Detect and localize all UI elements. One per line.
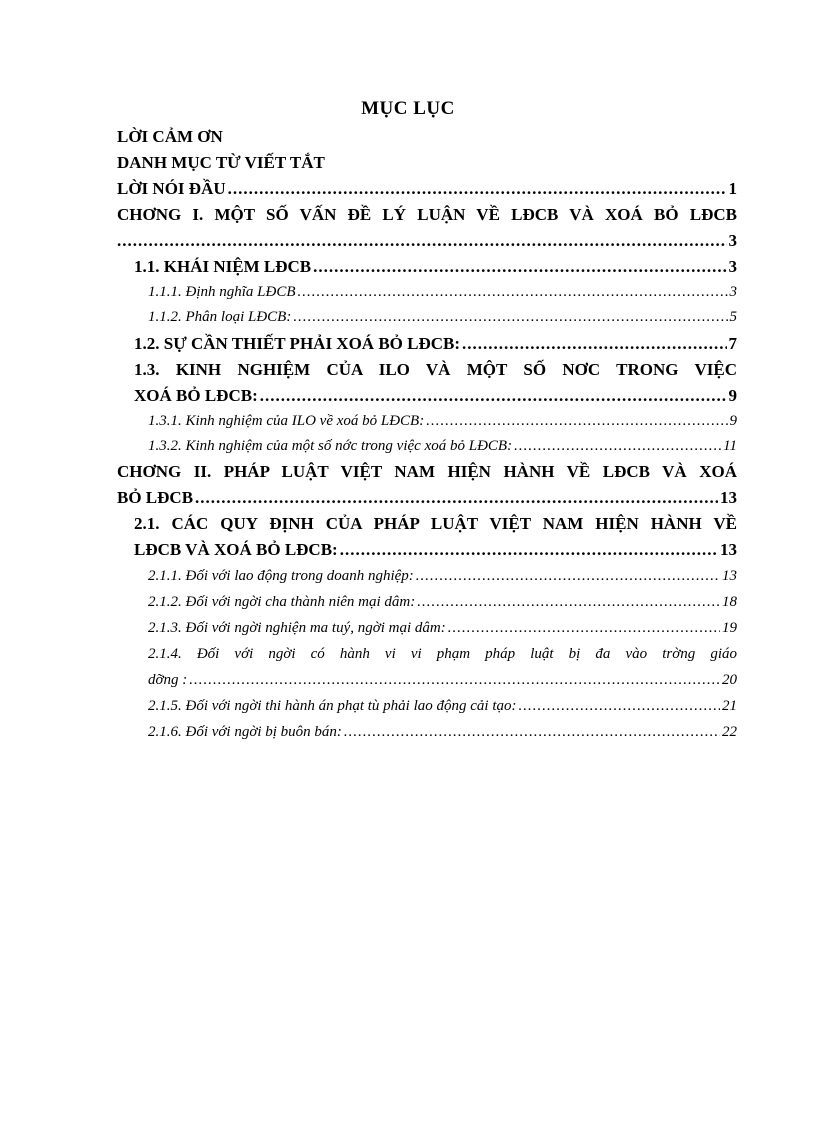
toc-page-number: 7 [728,334,737,353]
toc-entry-text: 1.2. SỰ CẦN THIẾT PHẢI XOÁ BỎ LĐCB: [134,334,461,353]
leader-dots [462,331,726,357]
toc-entry-2-1-4[interactable] [148,641,737,667]
toc-page-number: 13 [722,568,737,584]
toc-entry-chapter-1[interactable] [117,202,737,228]
leader-dots [293,304,727,330]
leader-dots [514,433,721,459]
toc-page-number: 20 [722,672,737,688]
toc-entry-2-1-6[interactable] [148,719,737,745]
toc-entry-text: CHƠNG II. PHÁP LUẬT VIỆT NAM HIỆN HÀNH VỀ LĐCB VÀ XOÁ [117,462,737,481]
toc-entry-2-1-1[interactable] [148,563,737,589]
toc-entry-text: 1.3. KINH NGHIỆM CỦA ILO VÀ MỘT SỐ NƠC TRONG VIỆC [134,360,737,379]
toc-entry-text: 2.1. CÁC QUY ĐỊNH CỦA PHÁP LUẬT VIỆT NAM HIỆN HÀNH VỀ [134,514,737,533]
toc-page-number: 22 [722,724,737,740]
toc-page-number: 11 [723,438,737,454]
toc-entry-1-1-1[interactable] [148,279,737,305]
leader-dots [313,254,726,280]
toc-entry-chapter-1-cont[interactable] [117,228,737,254]
toc-entry-text: 2.1.3. Đối với ngời nghiện ma tuý, ngời mại dâm: [148,620,446,636]
toc-entry-text: 2.1.5. Đối với ngời thi hành án phạt tù phải lao động cải tạo: [148,698,517,714]
toc-entry-1-3[interactable] [134,357,737,383]
toc-entry-2-1-3[interactable] [148,615,737,641]
toc-entry-text: 2.1.1. Đối với lao động trong doanh nghiệp: [148,568,414,584]
toc-entry-1-1-2[interactable] [148,304,737,330]
toc-entry-1-3-1[interactable] [148,408,737,434]
leader-dots [298,279,728,305]
toc-entry-text: 1.1. KHÁI NIỆM LĐCB [134,257,312,276]
toc-page-number: 1 [728,179,737,198]
toc-entry-text: 2.1.4. Đối với ngời có hành vi vi phạm pháp luật bị đa vào trờng giáo [148,646,737,662]
toc-page-number: 19 [722,620,737,636]
leader-dots [519,693,721,719]
toc-entry-text: 2.1.6. Đối với ngời bị buôn bán: [148,724,342,740]
toc-entry-2-1[interactable] [134,511,737,537]
toc-entry-1-3-2[interactable] [148,433,737,459]
leader-dots [117,228,727,254]
toc-title: MỤC LỤC [361,98,455,119]
toc-entry-text: 2.1.2. Đối với ngời cha thành niên mại dâm: [148,594,416,610]
toc-entry-2-1-cont[interactable] [134,537,737,563]
toc-entry-loi-cam-on[interactable] [117,124,737,150]
leader-dots [260,383,727,409]
toc-entry-1-3-cont[interactable] [134,383,737,409]
leader-dots [189,667,720,693]
toc-entry-text: 1.3.2. Kinh nghiệm của một số nớc trong việc xoá bỏ LĐCB: [148,438,513,454]
toc-page-number: 21 [722,698,737,714]
toc-entry-text: 1.1.1. Định nghĩa LĐCB [148,284,296,300]
leader-dots [195,485,718,511]
toc-page-number: 18 [722,594,737,610]
toc-entry-text: LỜI NÓI ĐẦU [117,179,226,198]
toc-entry-text: dỡng : [148,672,188,688]
toc-entry-text: DANH MỤC TỪ VIẾT TẮT [117,153,325,172]
toc-entry-text: 1.3.1. Kinh nghiệm của ILO về xoá bỏ LĐCB: [148,413,425,429]
toc-entry-danh-muc[interactable] [117,150,737,176]
toc-entry-loi-noi-dau[interactable] [117,176,737,202]
toc-page-number: 3 [728,231,737,250]
toc-entry-1-1[interactable] [134,254,737,280]
leader-dots [417,589,720,615]
leader-dots [340,537,718,563]
toc-entry-text: XOÁ BỎ LĐCB: [134,386,258,405]
toc-entry-2-1-5[interactable] [148,693,737,719]
leader-dots [416,563,720,589]
toc-entry-text: LỜI CẢM ƠN [117,127,223,146]
toc-page-number: 5 [729,309,737,325]
toc-entry-text: LĐCB VÀ XOÁ BỎ LĐCB: [134,540,338,559]
toc-page-number: 13 [720,540,737,559]
leader-dots [344,719,720,745]
toc-entry-chapter-2-cont[interactable] [117,485,737,511]
leader-dots [426,408,727,434]
toc-entry-text: BỎ LĐCB [117,488,194,507]
toc-entry-1-2[interactable] [134,331,737,357]
toc-entry-2-1-4-cont[interactable] [148,667,737,693]
toc-entry-2-1-2[interactable] [148,589,737,615]
toc-page-number: 9 [729,413,737,429]
toc-entry-text: 1.1.2. Phân loại LĐCB: [148,309,292,325]
leader-dots [228,176,727,202]
toc-page-number: 3 [728,257,737,276]
toc-entry-chapter-2[interactable] [117,459,737,485]
leader-dots [448,615,720,641]
toc-entry-text: CHƠNG I. MỘT SỐ VẤN ĐỀ LÝ LUẬN VỀ LĐCB VÀ XOÁ BỎ LĐCB [117,205,737,224]
toc-page-number: 13 [720,488,737,507]
toc-page-number: 9 [728,386,737,405]
toc-page-number: 3 [729,284,737,300]
